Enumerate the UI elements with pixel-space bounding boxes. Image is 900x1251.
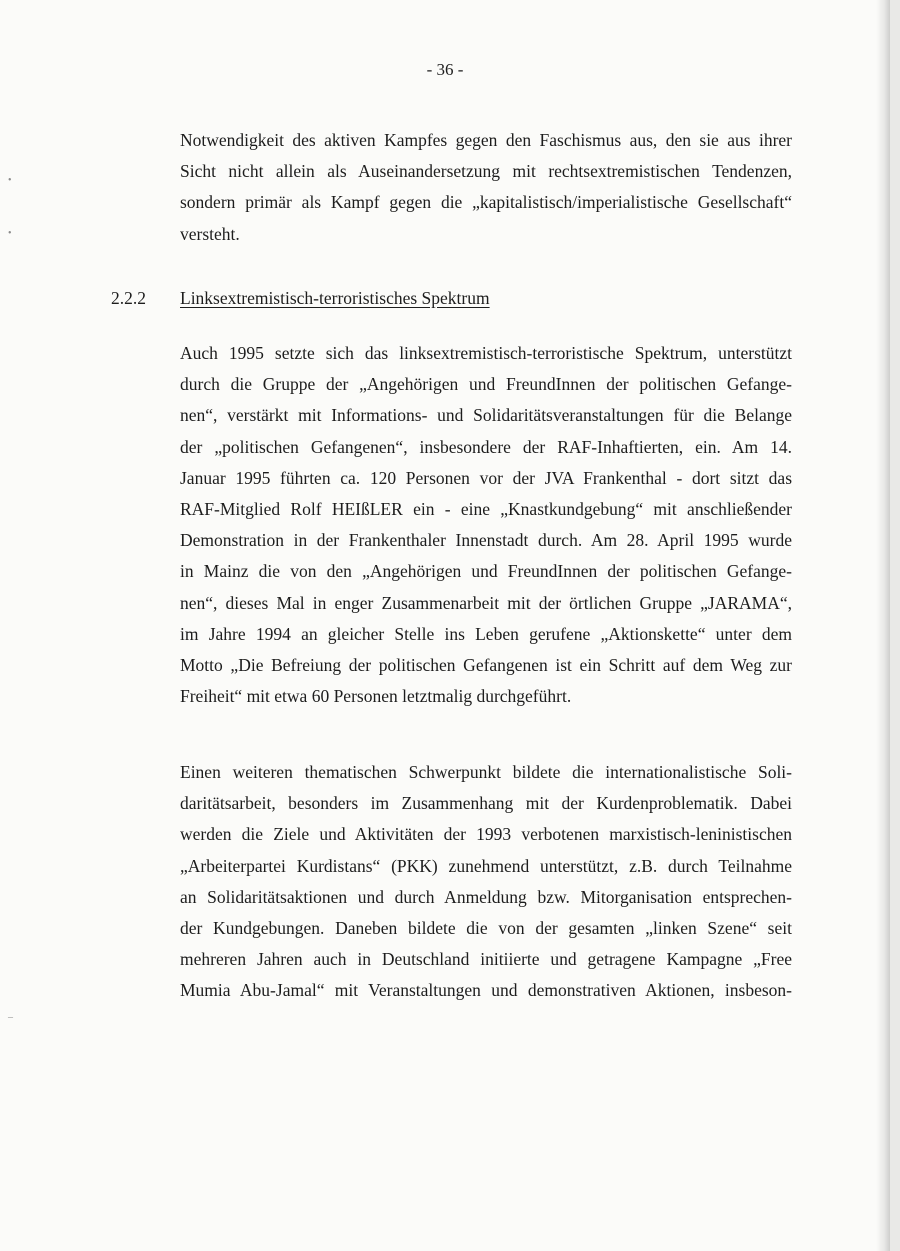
text-line: daritätsarbeit, besonders im Zusammenhang mit der Kurdenproblematik. Dabei xyxy=(180,793,792,814)
scan-mark: – xyxy=(8,1012,13,1023)
scan-mark: • xyxy=(8,175,12,186)
text-line: nen“, verstärkt mit Informations- und Solidaritätsveranstaltungen für die Belange xyxy=(180,405,792,426)
section-number: 2.2.2 xyxy=(111,288,146,308)
text-line: Mumia Abu-Jamal“ mit Veranstaltungen und demonstrativen Aktionen, insbeson- xyxy=(180,980,792,1001)
text-line: Notwendigkeit des aktiven Kampfes gegen den Faschismus aus, den sie aus ihrer xyxy=(180,130,792,150)
text-line: werden die Ziele und Aktivitäten der 1993 verbotenen marxistisch-leninistischen xyxy=(180,824,792,845)
text-line: Einen weiteren thematischen Schwerpunkt bildete die internationalistische Soli- xyxy=(180,762,792,782)
text-line: Freiheit“ mit etwa 60 Personen letztmalig durchgeführt. xyxy=(180,686,572,707)
text-line: Auch 1995 setzte sich das linksextremistisch-terroristische Spektrum, unterstützt xyxy=(180,343,792,363)
paragraph-2 xyxy=(180,338,792,712)
text-line: mehreren Jahren auch in Deutschland initiierte und getragene Kampagne „Free xyxy=(180,949,792,970)
text-line: nen“, dieses Mal in enger Zusammenarbeit mit der örtlichen Gruppe „JARAMA“, xyxy=(180,592,792,613)
text-line: Januar 1995 führten ca. 120 Personen vor der JVA Frankenthal - dort sitzt das xyxy=(180,467,792,488)
paragraph-1 xyxy=(180,125,792,250)
text-line: „Arbeiterpartei Kurdistans“ (PKK) zunehmend unterstützt, z.B. durch Teilnahme xyxy=(180,855,792,876)
text-line: im Jahre 1994 an gleicher Stelle ins Leben gerufene „Aktionskette“ unter dem xyxy=(180,623,792,644)
paragraph-3 xyxy=(180,757,792,1007)
text-line: Demonstration in der Frankenthaler Innenstadt durch. Am 28. April 1995 wurde xyxy=(180,530,792,551)
page-edge-shadow xyxy=(876,0,890,1251)
text-line: sondern primär als Kampf gegen die „kapitalistisch/imperialistische Gesellschaft“ xyxy=(180,192,792,213)
text-line: an Solidaritätsaktionen und durch Anmeldung bzw. Mitorganisation entsprechen- xyxy=(180,886,792,907)
text-line: Motto „Die Befreiung der politischen Gefangenen ist ein Schritt auf dem Weg zur xyxy=(180,655,792,676)
page-number: - 36 - xyxy=(426,60,464,79)
section-title: Linksextremistisch-terroristisches Spektrum xyxy=(180,288,490,308)
text-line: RAF-Mitglied Rolf HEIßLER ein - eine „Knastkundgebung“ mit anschließender xyxy=(180,499,792,520)
text-line: der „politischen Gefangenen“, insbesondere der RAF-Inhaftierten, ein. Am 14. xyxy=(180,436,792,457)
text-line: Sicht nicht allein als Auseinandersetzung mit rechtsextremistischen Tendenzen, xyxy=(180,161,792,182)
text-line: versteht. xyxy=(180,223,240,244)
text-line: der Kundgebungen. Daneben bildete die von der gesamten „linken Szene“ seit xyxy=(180,918,792,939)
text-line: durch die Gruppe der „Angehörigen und FreundInnen der politischen Gefange- xyxy=(180,374,792,395)
text-line: in Mainz die von den „Angehörigen und FreundInnen der politischen Gefange- xyxy=(180,561,792,582)
scan-mark: • xyxy=(8,228,12,239)
section-heading xyxy=(111,288,811,309)
